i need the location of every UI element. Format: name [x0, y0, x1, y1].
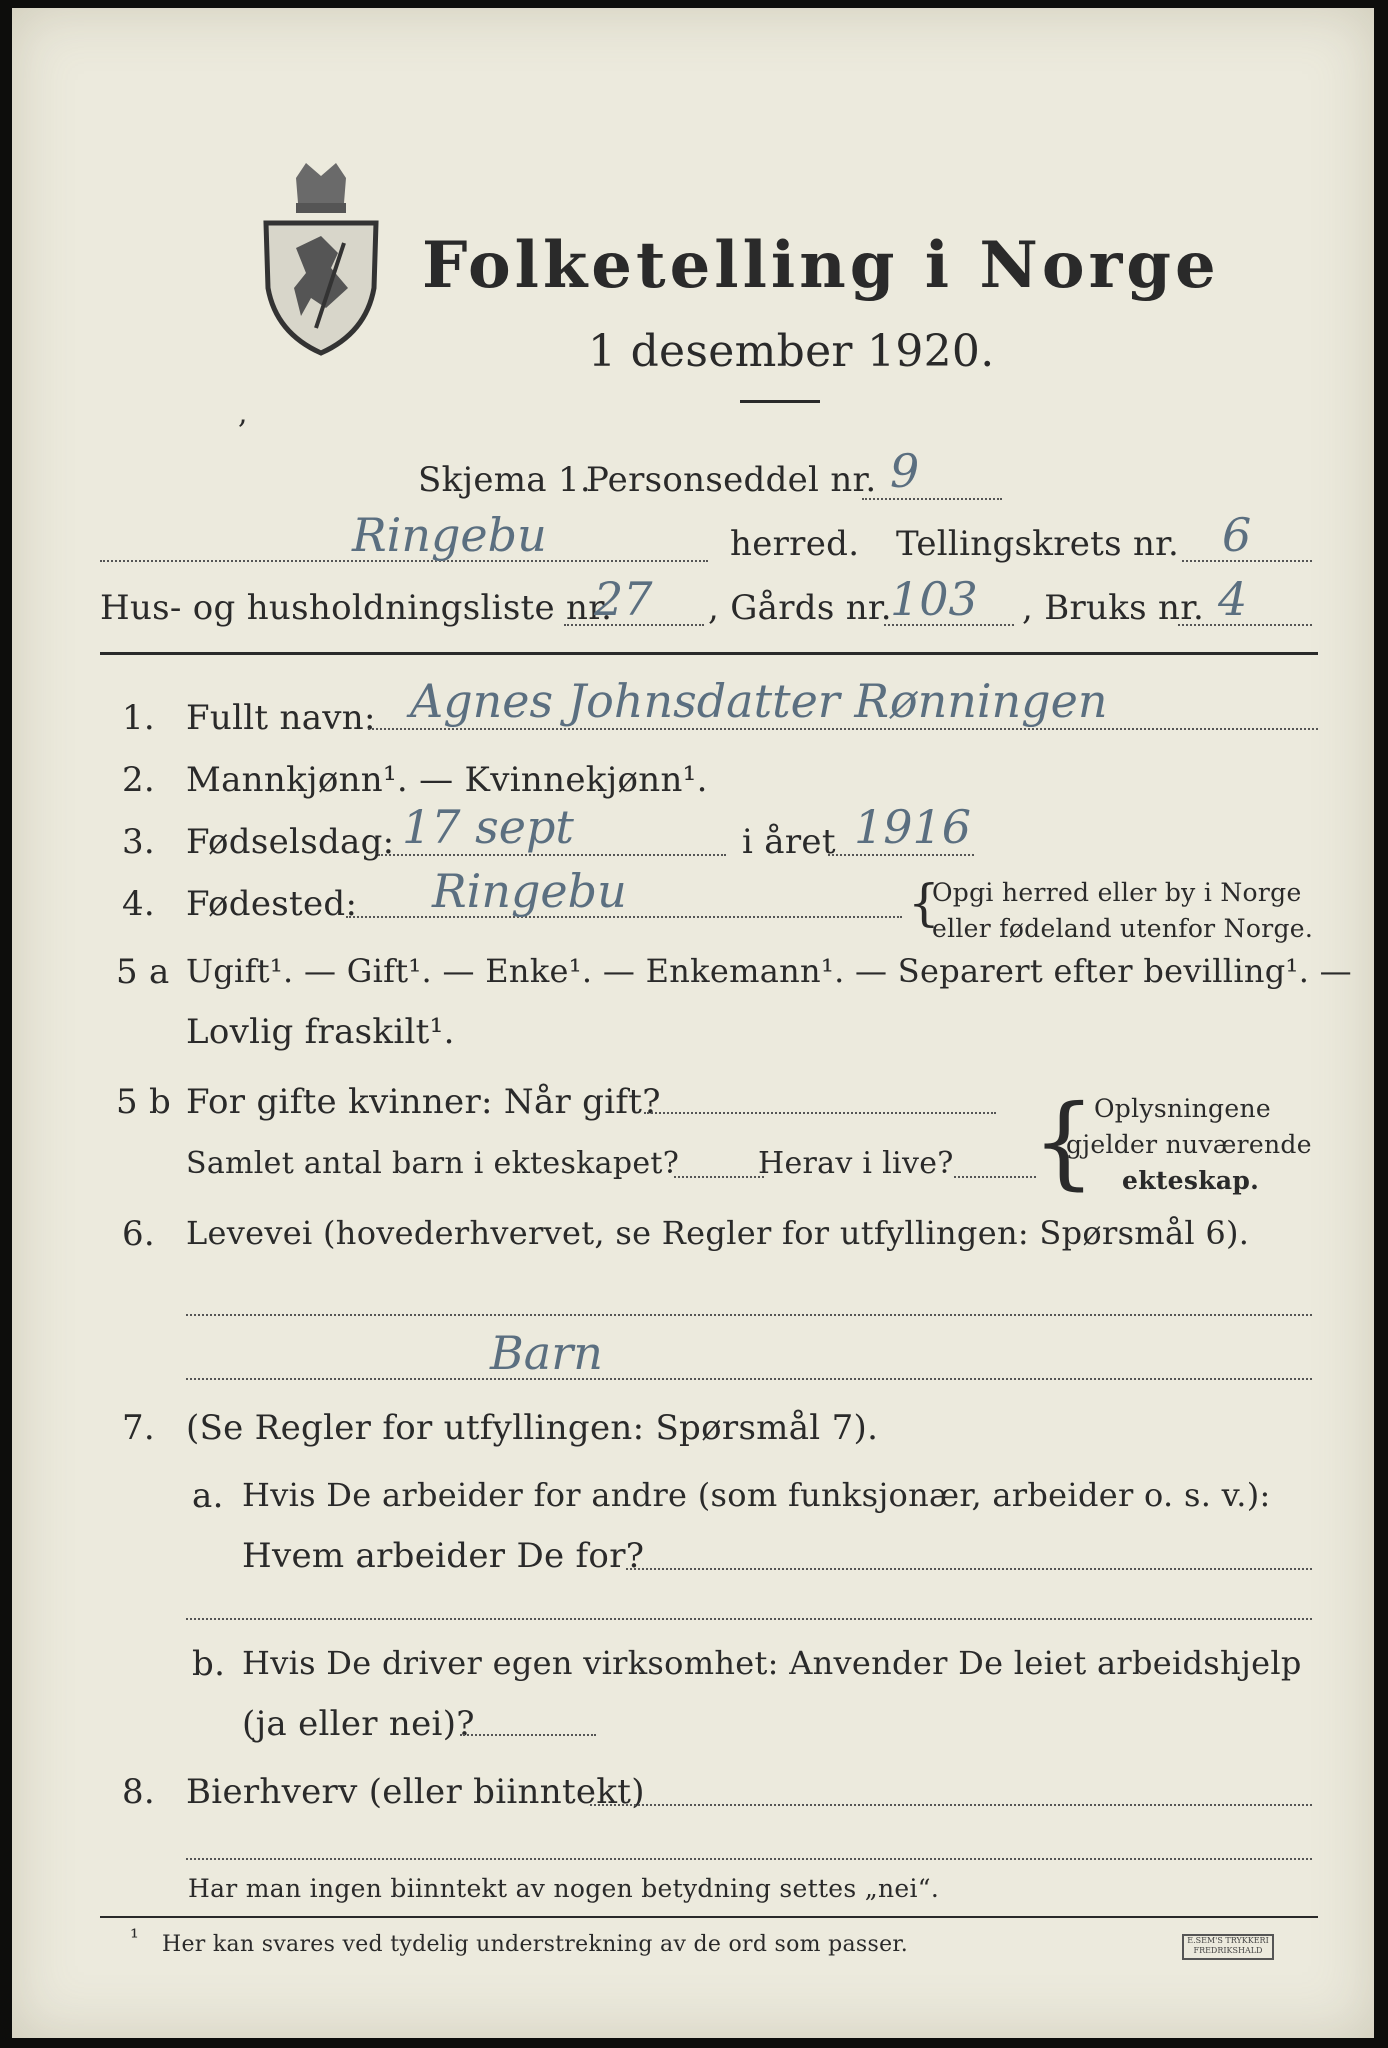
- q3-year-label: i året: [742, 822, 836, 862]
- footnote-text: Her kan svares ved tydelig understrekning av de ord som passer.: [162, 1932, 909, 1957]
- personseddel-value: 9: [890, 444, 920, 498]
- q5b-alive-label: Herav i live?: [758, 1146, 954, 1181]
- q7a-number: a.: [192, 1476, 224, 1516]
- q6-line-2: [186, 1378, 1312, 1380]
- q3-year-line: [828, 854, 974, 856]
- q6-value: Barn: [490, 1326, 603, 1380]
- tellingskrets-value: 6: [1222, 508, 1252, 562]
- q8-number: 8.: [122, 1772, 156, 1812]
- q5b-note-3: ekteskap.: [1122, 1166, 1260, 1195]
- q8-extra-line: [186, 1858, 1312, 1860]
- q5b-note-2: gjelder nuværende: [1066, 1130, 1312, 1159]
- q5b-number: 5 b: [116, 1082, 172, 1122]
- stray-mark: ,: [238, 396, 248, 431]
- q4-label: Fødested:: [186, 884, 358, 924]
- personseddel-line: [862, 498, 1002, 500]
- q7a-extra-line: [186, 1618, 1312, 1620]
- q2-label: Mannkjønn¹. — Kvinnekjønn¹.: [186, 760, 708, 800]
- q3-year-value: 1916: [854, 800, 972, 854]
- q1-label: Fullt navn:: [186, 698, 376, 738]
- footnote-mark: ¹: [130, 1926, 140, 1951]
- q3-birthday-value: 17 sept: [402, 800, 574, 854]
- q7b-number: b.: [192, 1644, 226, 1684]
- footer-note: Har man ingen biinntekt av nogen betydning settes „nei“.: [188, 1874, 940, 1903]
- q1-line: [368, 728, 1318, 730]
- q7a-line-1: Hvis De arbeider for andre (som funksjonær, arbeider o. s. v.):: [242, 1476, 1271, 1514]
- printer-stamp: E.SEM'S TRYKKERI FREDRIKSHALD: [1182, 1934, 1274, 1960]
- q4-brace: {: [908, 874, 941, 932]
- q7-label: (Se Regler for utfyllingen: Spørsmål 7).: [186, 1408, 879, 1448]
- q5b-married-line: [644, 1112, 996, 1114]
- q7b-line-2: (ja eller nei)?: [242, 1704, 475, 1744]
- section-divider: [100, 652, 1318, 655]
- personseddel-label: Personseddel nr.: [586, 460, 877, 500]
- q7a-line-2: Hvem arbeider De for?: [242, 1536, 645, 1576]
- q5a-line-1: Ugift¹. — Gift¹. — Enke¹. — Enkemann¹. — Separert efter bevilling¹. —: [186, 952, 1352, 990]
- form-title: Folketelling i Norge: [422, 228, 1220, 303]
- q1-value: Agnes Johnsdatter Rønningen: [410, 674, 1108, 728]
- q6-line-1: [186, 1314, 1312, 1316]
- tellingskrets-label: Tellingskrets nr.: [896, 524, 1180, 564]
- q3-date-line: [378, 854, 726, 856]
- q5a-number: 5 a: [116, 952, 170, 992]
- q3-label: Fødselsdag:: [186, 822, 395, 862]
- q5b-note-1: Oplysningene: [1094, 1094, 1271, 1123]
- q5b-children-label: Samlet antal barn i ekteskapet?: [186, 1146, 680, 1181]
- q4-note-1: Opgi herred eller by i Norge: [932, 878, 1302, 907]
- coat-of-arms-icon: [256, 158, 386, 358]
- q3-number: 3.: [122, 822, 156, 862]
- q7a-line: [626, 1568, 1312, 1570]
- q5b-brace: {: [1032, 1083, 1096, 1200]
- q8-line: [590, 1804, 1312, 1806]
- q8-label: Bierhverv (eller biinntekt): [186, 1772, 645, 1812]
- skjema-label: Skjema 1.: [418, 460, 592, 500]
- census-form: [12, 8, 1374, 2038]
- q7-number: 7.: [122, 1408, 156, 1448]
- hus-label: Hus- og husholdningsliste nr.: [100, 588, 613, 628]
- q7b-line: [460, 1734, 596, 1736]
- hus-value: 27: [594, 572, 653, 626]
- herred-value: Ringebu: [352, 508, 547, 562]
- gards-value: 103: [890, 572, 978, 626]
- gards-label: , Gårds nr.: [708, 588, 892, 628]
- q4-number: 4.: [122, 884, 156, 924]
- q5b-alive-line: [954, 1176, 1036, 1178]
- q2-number: 2.: [122, 760, 156, 800]
- q5b-line-1: For gifte kvinner: Når gift?: [186, 1082, 661, 1122]
- header-divider: [740, 400, 820, 403]
- q1-number: 1.: [122, 698, 156, 738]
- q6-number: 6.: [122, 1214, 156, 1254]
- footer-divider: [100, 1916, 1318, 1918]
- q5b-children-line: [674, 1176, 764, 1178]
- bruks-label: , Bruks nr.: [1022, 588, 1205, 628]
- q7b-line-1: Hvis De driver egen virksomhet: Anvender De leiet arbeidshjelp: [242, 1644, 1302, 1682]
- q5a-line-2: Lovlig fraskilt¹.: [186, 1012, 455, 1052]
- form-date: 1 desember 1920.: [588, 326, 995, 377]
- q4-value: Ringebu: [432, 864, 627, 918]
- herred-label: herred.: [730, 524, 860, 564]
- q4-note-2: eller fødeland utenfor Norge.: [932, 914, 1314, 943]
- q6-label: Levevei (hovederhvervet, se Regler for utfyllingen: Spørsmål 6).: [186, 1214, 1250, 1252]
- bruks-value: 4: [1218, 572, 1248, 626]
